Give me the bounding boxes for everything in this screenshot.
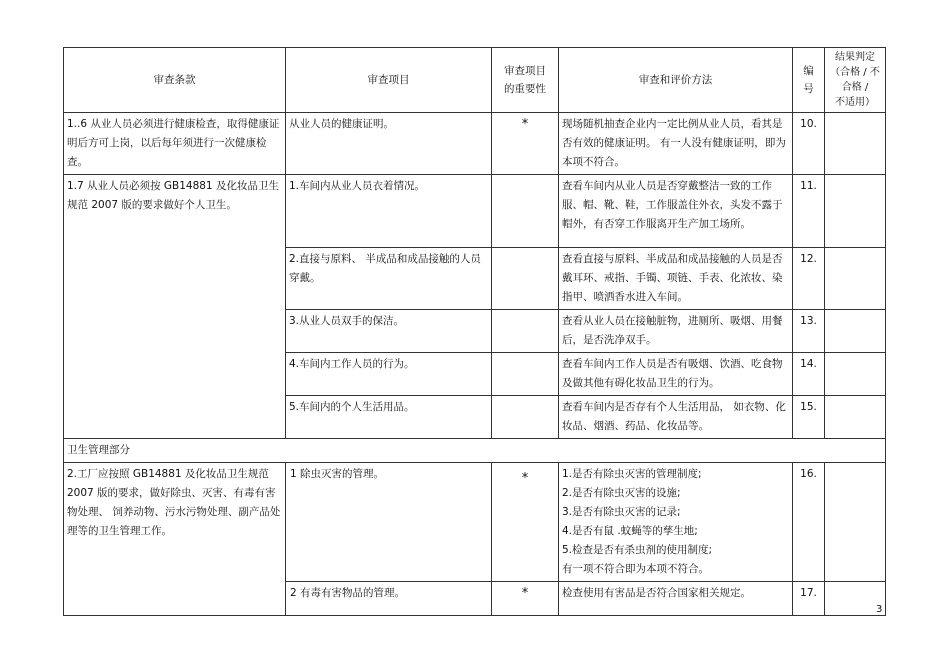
method-cell: 现场随机抽查企业内一定比例从业人员，看其是否有效的健康证明。 有一人没有健康证明，即为本项不符合。: [559, 113, 793, 175]
number-cell: 13.: [793, 310, 825, 353]
header-importance: 审查项目 的重要性: [492, 48, 559, 113]
header-number: 编 号: [793, 48, 825, 113]
method-cell: 查看车间内是否存有个人生活用品， 如衣物、化妆品、烟酒、药品、化妆品等。: [559, 396, 793, 439]
number-cell: 17.: [793, 582, 825, 616]
number-cell: 16.: [793, 463, 825, 582]
importance-mark: *: [492, 582, 559, 616]
header-item: 审查项目: [286, 48, 492, 113]
item-cell: 从业人员的健康证明。: [286, 113, 492, 175]
item-cell: 1 除虫灭害的管理。: [286, 463, 492, 582]
header-method: 审查和评价方法: [559, 48, 793, 113]
importance-mark: [492, 310, 559, 353]
audit-table: [63, 47, 886, 616]
result-cell: [825, 248, 886, 310]
item-cell: 5.车间内的个人生活用品。: [286, 396, 492, 439]
section-title: 卫生管理部分: [64, 439, 886, 463]
table-row: [64, 463, 886, 582]
result-cell: [825, 353, 886, 396]
number-cell: 12.: [793, 248, 825, 310]
clause-cell: 1.7 从业人员必须按 GB14881 及化妆品卫生规范 2007 版的要求做好个人卫生。: [64, 175, 286, 439]
item-cell: 1.车间内从业人员衣着情况。: [286, 175, 492, 248]
number-cell: 11.: [793, 175, 825, 248]
section-row: [64, 439, 886, 463]
number-cell: 10.: [793, 113, 825, 175]
method-cell: 查看直接与原料、半成品和成品接触的人员是否戴耳环、戒指、手镯、项链、手表、化浓妆、染指甲、喷洒香水进入车间。: [559, 248, 793, 310]
importance-mark: [492, 396, 559, 439]
method-cell: 查看从业人员在接触脏物，进厕所、吸烟、用餐后，是否洗净双手。: [559, 310, 793, 353]
number-cell: 14.: [793, 353, 825, 396]
table-row: [64, 175, 886, 248]
importance-mark: [492, 248, 559, 310]
clause-cell: 1..6 从业人员必须进行健康检查，取得健康证明后方可上岗，以后每年须进行一次健康检查。: [64, 113, 286, 175]
number-cell: 15.: [793, 396, 825, 439]
result-cell: [825, 396, 886, 439]
result-cell: [825, 175, 886, 248]
method-cell: 查看车间内从业人员是否穿戴整洁一致的工作服、帽、靴、鞋，工作服盖住外衣，头发不露于帽外，有否穿工作服离开生产加工场所。: [559, 175, 793, 248]
importance-mark: [492, 175, 559, 248]
result-cell: [825, 113, 886, 175]
item-cell: 2.直接与原料、 半成品和成品接触的人员穿戴。: [286, 248, 492, 310]
item-cell: 4.车间内工作人员的行为。: [286, 353, 492, 396]
clause-cell: 2.工厂应按照 GB14881 及化妆品卫生规范 2007 版的要求，做好除虫、灭害、有毒有害物处理、 饲养动物、污水污物处理、副产品处理等的卫生管理工作。: [64, 463, 286, 616]
table-row: [64, 113, 886, 175]
method-cell: 1.是否有除虫灭害的管理制度; 2.是否有除虫灭害的设施; 3.是否有除虫灭害的记录; 4.是否有鼠 .蚊蝇等的孳生地; 5.检查是否有杀虫剂的使用制度; 有一项不符合即为本项不符合。: [559, 463, 793, 582]
table-header-row: [64, 48, 886, 113]
item-cell: 2 有毒有害物品的管理。: [286, 582, 492, 616]
item-cell: 3.从业人员双手的保洁。: [286, 310, 492, 353]
result-cell: [825, 310, 886, 353]
header-result: 结果判定 （合格 / 不合格 / 不适用）: [825, 48, 886, 113]
header-clause: 审查条款: [64, 48, 286, 113]
importance-mark: *: [492, 113, 559, 175]
page-number: 3: [876, 604, 883, 615]
result-cell: [825, 463, 886, 582]
importance-mark: *: [492, 463, 559, 582]
method-cell: 查看车间内工作人员是否有吸烟、饮酒、吃食物及做其他有碍化妆品卫生的行为。: [559, 353, 793, 396]
method-cell: 检查使用有害品是否符合国家相关规定。: [559, 582, 793, 616]
importance-mark: [492, 353, 559, 396]
